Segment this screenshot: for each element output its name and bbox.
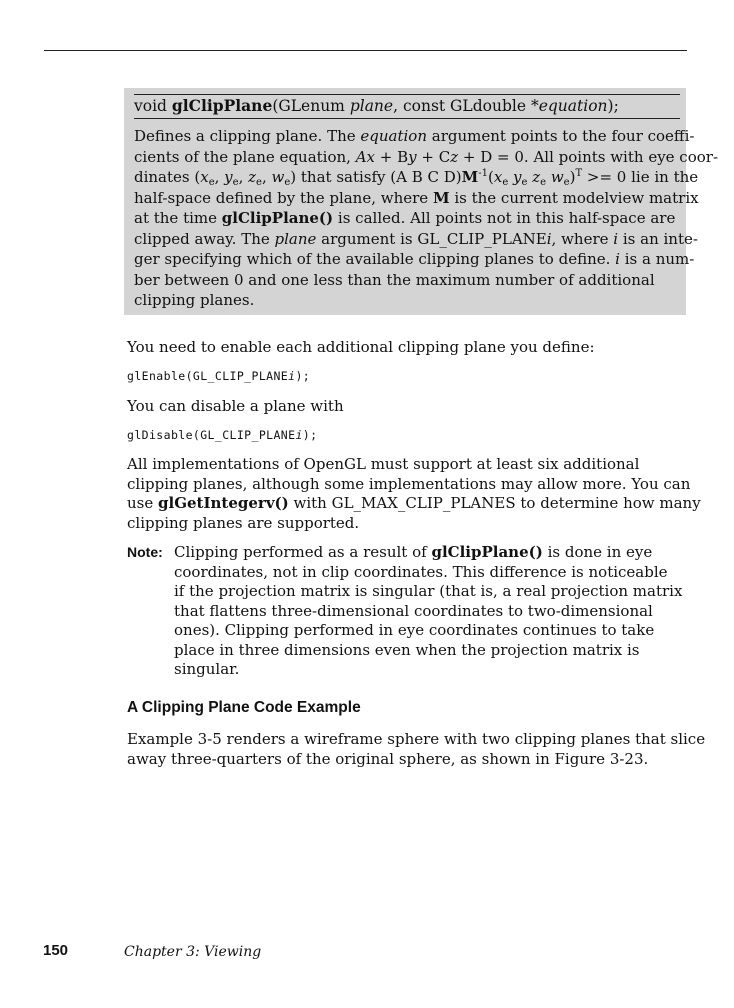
function-name: glClipPlane [171,96,273,115]
desc-line: ger specifying which of the available clipping planes to define. i is a num- [134,250,695,268]
footer-chapter-title: Chapter 3: Viewing [124,944,262,960]
desc-line: cients of the plane equation, Ax + By + Cz + D = 0. All points with eye coor- [134,147,719,166]
enable-code: glEnable(GL_CLIP_PLANEi); [127,369,311,383]
top-rule [44,50,687,51]
note-body: Clipping performed as a result of glClipPlane() is done in eye coordinates, not in clip coordinates. This difference is noticeable if the projection matrix is singular (that is, a real projection matrix that flattens three-dimensional coordinates to two-dimensional ones). Clipping performed in eye coordinates continues to take place in three dimensions even when the projection matrix is singular. [174,543,683,678]
disable-code: glDisable(GL_CLIP_PLANEi); [127,428,318,442]
desc-line: clipped away. The plane argument is GL_CLIP_PLANEi, where i is an inte- [134,229,698,248]
function-signature: void glClipPlane(GLenum plane, const GLdouble *equation); [134,94,680,119]
desc-line: dinates ($x_e$, $y_e$, $z_e$, $w_e$) that satisfy (A B C $D)M^{-1}(x_e$ $y_e$ $z_e$ $w_e)^T >= 0$ lie in the [134,168,699,188]
enable-intro-text: You need to enable each additional clipping plane you define: [127,338,595,356]
implementations-paragraph: All implementations of OpenGL must support at least six additional clipping planes, although some implementations may allow more. You can use glGetIntegerv() with GL_MAX_CLIP_PLANES to determine how many clipping planes are supported. [127,455,701,532]
desc-line: Defines a clipping plane. The equation argument points to the four coeffi- [134,127,695,145]
disable-intro-text: You can disable a plane with [127,397,344,415]
section-heading: A Clipping Plane Code Example [127,699,361,716]
function-description [134,126,719,311]
note-label: Note: [127,544,163,560]
function-definition-box [124,88,719,315]
desc-line: at the time glClipPlane() is called. All points not in this half-space are [134,209,676,227]
page-number: 150 [43,942,69,959]
desc-line: half-space defined by the plane, where M is the current modelview matrix [134,188,699,207]
desc-line: ber between 0 and one less than the maximum number of additional [134,270,655,289]
desc-line: clipping planes. [134,291,255,309]
section-paragraph: Example 3-5 renders a wireframe sphere with two clipping planes that slice away three-quarters of the original sphere, as shown in Figure 3-23. [127,730,706,768]
